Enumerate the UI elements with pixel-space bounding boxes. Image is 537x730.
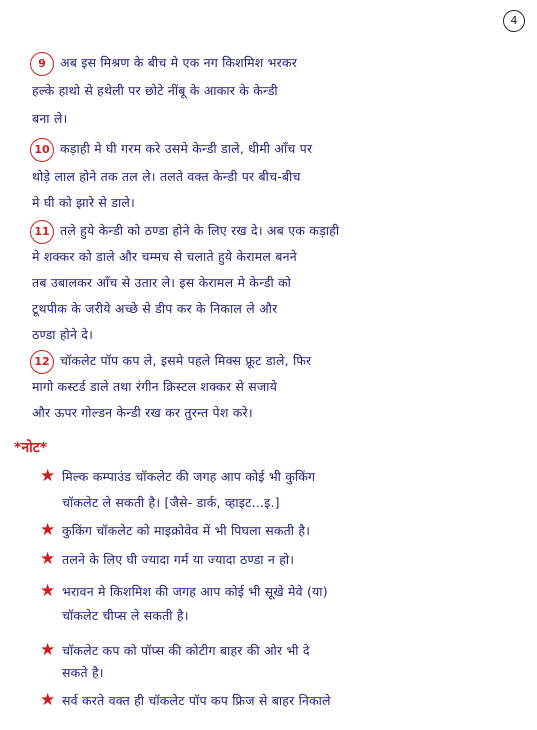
step-number: 11	[30, 220, 54, 244]
note-line: चॉकलेट कप को पॉप्स की कोटीग बाहर की ओर भी दे	[62, 643, 310, 658]
star-icon: ★	[40, 640, 56, 660]
note-heading: *नोट*	[14, 440, 48, 456]
step-line: अब इस मिश्रण के बीच मे एक नग किशमिश भरकर	[60, 55, 298, 70]
note-line: चॉकलेट ले सकती है। [जैसे- डार्क, व्हाइट...इ.]	[62, 495, 280, 510]
step-line: टूथपीक के जरीये अच्छे से डीप कर के निकाल ले और	[32, 301, 278, 316]
step-line: मागो कस्टर्ड डाले तथा रंगीन क्रिस्टल शक्कर से सजाये	[32, 379, 278, 394]
step-line: चॉकलेट पॉप कप ले, इसमे पहले मिक्स फ्रूट डाले, फिर	[60, 353, 312, 368]
step-line: तब उबालकर आँच से उतार ले। इस केरामल मे केन्डी को	[32, 275, 292, 290]
star-icon: ★	[40, 581, 56, 601]
step-line: थोड़े लाल होने तक तल ले। तलते वक्त केन्डी पर बीच-बीच	[32, 169, 301, 184]
step-line: ठण्डा होने दे।	[32, 327, 94, 342]
star-icon: ★	[40, 690, 56, 710]
step-line: और ऊपर गोल्डन केन्डी रख कर तुरन्त पेश करे।	[32, 405, 253, 420]
note-line: सर्व करते वक्त ही चॉकलेट पॉप कप फ्रिज से बाहर निकाले	[62, 693, 331, 708]
step-line: कड़ाही मे घी गरम करे उसमे केन्डी डाले, धीमी आँच पर	[60, 141, 313, 156]
star-icon: ★	[40, 549, 56, 569]
star-icon: ★	[40, 466, 56, 486]
step-line: बना ले।	[32, 111, 68, 126]
star-icon: ★	[40, 520, 56, 540]
note-line: भरावन मे किशमिश की जगह आप कोई भी सूखे मेवे (या)	[62, 584, 328, 599]
note-line: कुकिंग चॉकलेट को माइक्रोवेव में भी पिघला सकती है।	[62, 523, 311, 538]
step-line: हल्के हाथो से हथेली पर छोटे नींबू के आकार के केन्डी	[32, 83, 278, 98]
step-number: 9	[30, 52, 54, 76]
step-line: मे शक्कर को डाले और चम्मच से चलाते हुये केरामल बनने	[32, 249, 297, 264]
step-line: तले हुये केन्डी को ठण्डा होने के लिए रख दे। अब एक कड़ाही	[60, 223, 340, 238]
note-line: मिल्क कम्पाउंड चॉकलेट की जगह आप कोई भी कुकिंग	[62, 469, 316, 484]
step-line: मे घी को झारे से डाले।	[32, 195, 135, 210]
step-number: 10	[30, 138, 54, 162]
note-line: सकते है।	[62, 665, 104, 680]
step-number: 12	[30, 350, 54, 374]
note-line: चॉकलेट चीप्स ले सकती है।	[62, 608, 189, 623]
page-number: 4	[503, 10, 525, 32]
note-line: तलने के लिए घी ज्यादा गर्म या ज्यादा ठण्डा न हो।	[62, 552, 295, 567]
